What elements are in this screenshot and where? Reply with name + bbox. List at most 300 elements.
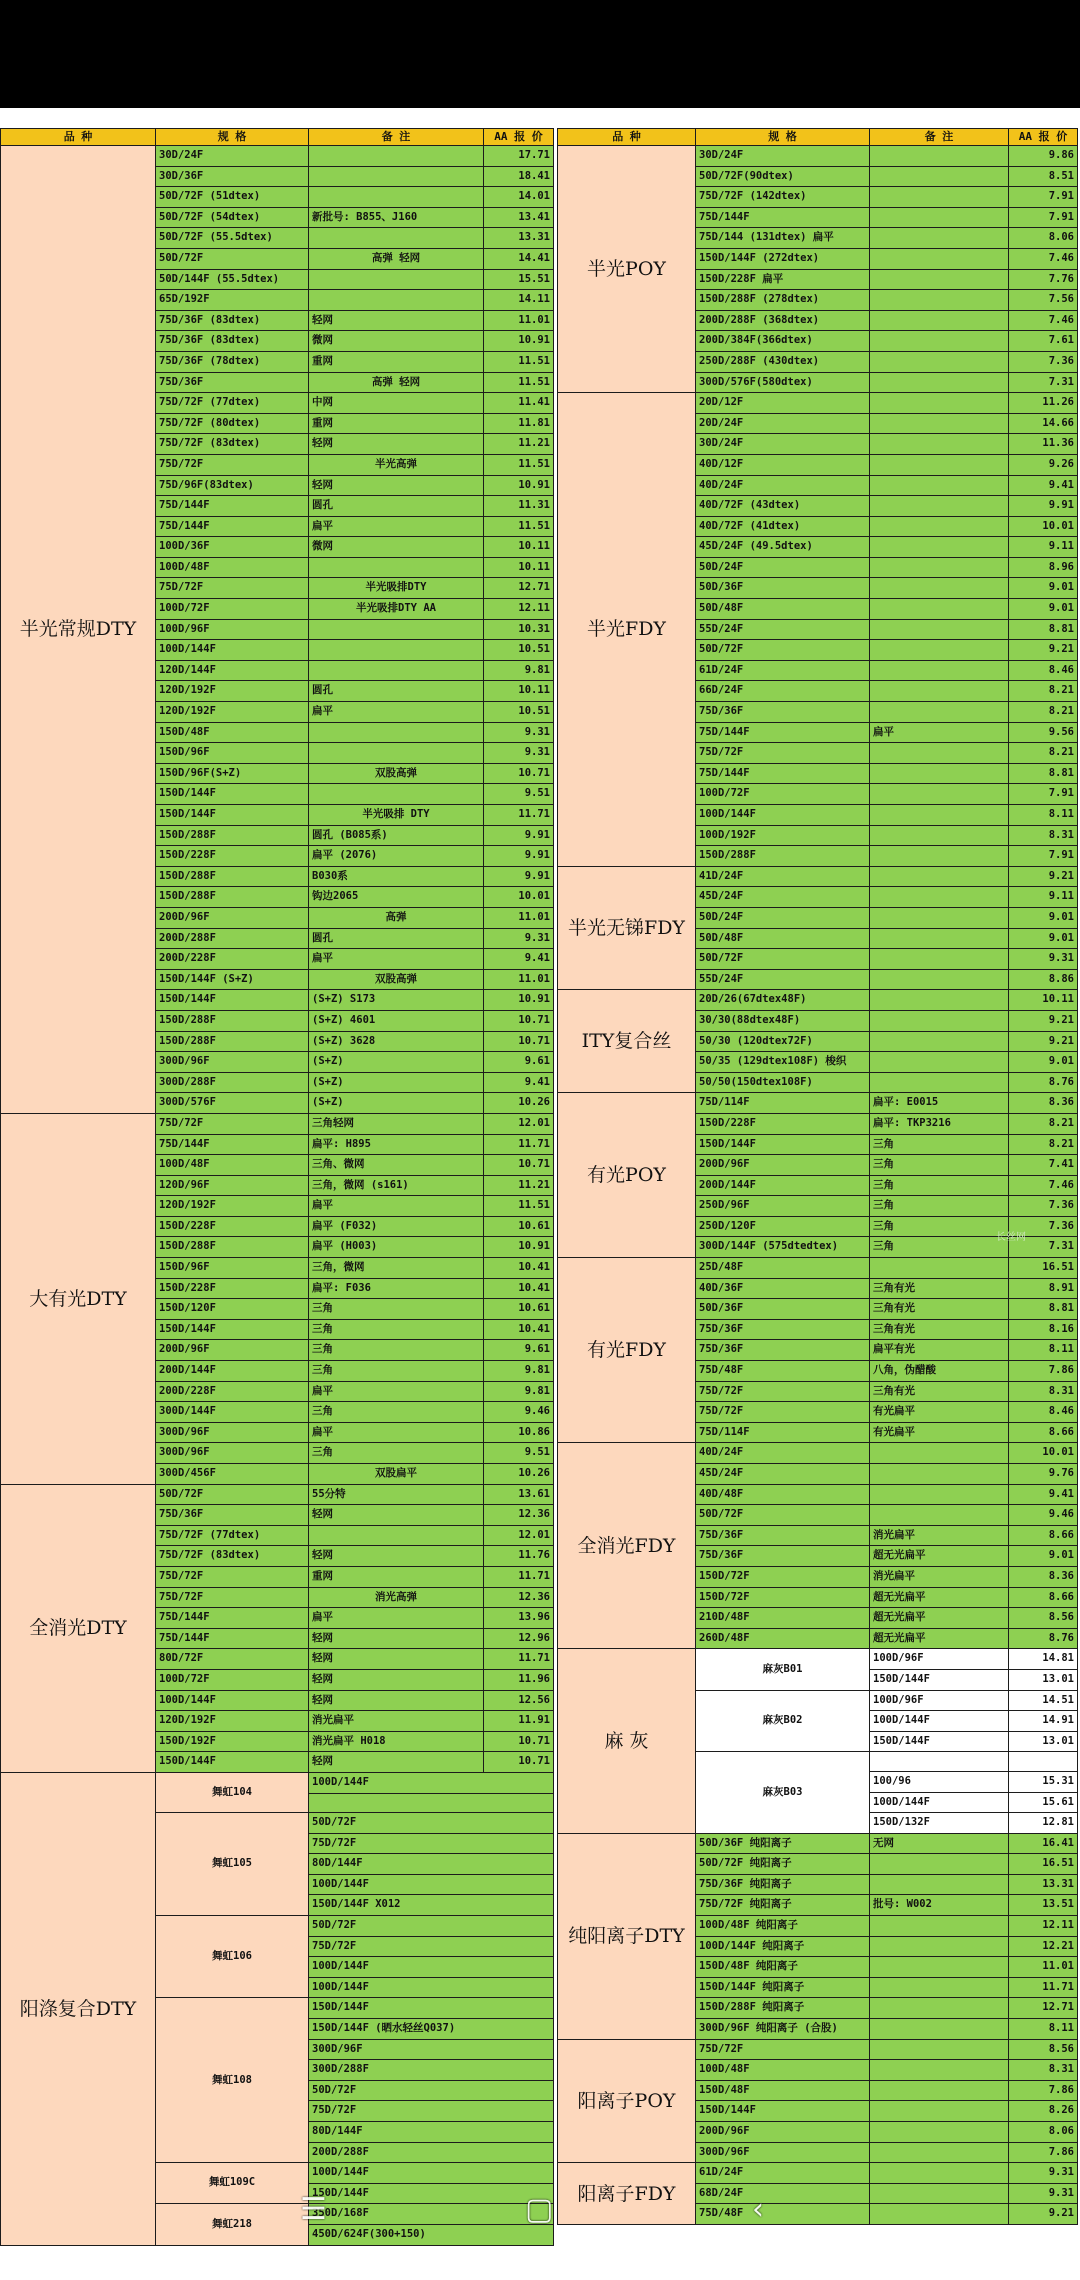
- note-cell: 圆孔 (B085系): [309, 825, 484, 846]
- price-cell: 9.31: [484, 722, 554, 743]
- spec-cell: 150D/144F: [156, 805, 309, 826]
- note-cell: 三角，微网: [309, 1258, 484, 1279]
- note-cell: 扁平: [309, 1422, 484, 1443]
- note-cell: 扁平: [309, 1196, 484, 1217]
- price-cell: 8.76: [1009, 1628, 1078, 1649]
- price-cell: 13.01: [1009, 1731, 1078, 1752]
- note-cell: 三角: [309, 1340, 484, 1361]
- spec-cell: 50D/36F: [696, 578, 870, 599]
- note-cell: 消光高弹: [309, 1587, 484, 1608]
- price-cell: 9.01: [1009, 578, 1078, 599]
- price-cell: 7.76: [1009, 269, 1078, 290]
- price-cell: 12.36: [484, 1587, 554, 1608]
- note-cell: [870, 434, 1009, 455]
- spec-cell: 50D/72F: [696, 1505, 870, 1526]
- spec-cell: 50D/48F: [696, 928, 870, 949]
- note-cell: 半光吸排DTY: [309, 578, 484, 599]
- price-cell: 10.01: [1009, 516, 1078, 537]
- header-spec: 规 格: [156, 129, 309, 146]
- price-cell: 8.06: [1009, 228, 1078, 249]
- spec-cell: 100D/144F: [309, 2163, 554, 2184]
- note-cell: 扁平: [870, 722, 1009, 743]
- price-cell: 11.21: [484, 1175, 554, 1196]
- note-cell: 高弹 轻网: [309, 248, 484, 269]
- header-variety: 品 种: [1, 129, 156, 146]
- spec-cell: 300D/456F: [156, 1464, 309, 1485]
- spec-cell: 75D/48F: [696, 1361, 870, 1382]
- spec-cell: 150D/228F: [156, 1216, 309, 1237]
- spec-cell: 300D/288F: [156, 1072, 309, 1093]
- price-cell: 13.96: [484, 1608, 554, 1629]
- spec-cell: 150D/48F: [156, 722, 309, 743]
- note-cell: [870, 805, 1009, 826]
- spec-cell: 150D/72F: [696, 1587, 870, 1608]
- price-cell: 13.41: [484, 207, 554, 228]
- price-cell: 7.46: [1009, 310, 1078, 331]
- price-cell: 8.91: [1009, 1278, 1078, 1299]
- spec-cell: 50D/72F 纯阳离子: [696, 1854, 870, 1875]
- price-cell: 14.66: [1009, 413, 1078, 434]
- group-name-cell: 舞虹218: [156, 2204, 309, 2245]
- spec-cell: 80D/72F: [156, 1649, 309, 1670]
- note-cell: [870, 866, 1009, 887]
- price-cell: 8.11: [1009, 2019, 1078, 2040]
- header-variety: 品 种: [558, 129, 696, 146]
- spec-cell: 100D/144F 纯阳离子: [696, 1936, 870, 1957]
- note-cell: 扁平 (F032): [309, 1216, 484, 1237]
- price-cell: 10.26: [484, 1464, 554, 1485]
- spec-cell: 150D/96F(S+Z): [156, 763, 309, 784]
- note-cell: 有光扁平: [870, 1422, 1009, 1443]
- note-cell: 有光扁平: [870, 1402, 1009, 1423]
- spec-cell: 100D/72F: [696, 784, 870, 805]
- price-cell: 9.91: [484, 866, 554, 887]
- category-cell: 有光POY: [558, 1093, 696, 1258]
- note-cell: 扁平 (H003): [309, 1237, 484, 1258]
- spec-cell: 75D/36F: [696, 1340, 870, 1361]
- note-cell: [870, 660, 1009, 681]
- spec-cell: 45D/24F: [696, 887, 870, 908]
- note-cell: [870, 166, 1009, 187]
- note-cell: [870, 825, 1009, 846]
- price-cell: 7.86: [1009, 2080, 1078, 2101]
- table-row: [558, 990, 1078, 1011]
- spec-cell: 75D/144F: [696, 207, 870, 228]
- price-cell: 10.01: [484, 887, 554, 908]
- spec-cell: 66D/24F: [696, 681, 870, 702]
- price-cell: 11.26: [1009, 393, 1078, 414]
- spec-cell: 75D/72F (80dtex): [156, 413, 309, 434]
- note-cell: 半光吸排DTY AA: [309, 599, 484, 620]
- category-cell: 麻 灰: [558, 1649, 696, 1833]
- price-cell: 9.01: [1009, 1052, 1078, 1073]
- price-cell: 16.51: [1009, 1258, 1078, 1279]
- note-cell: [870, 928, 1009, 949]
- spec-cell: 350D/168F: [309, 2204, 554, 2225]
- spec-cell: 120D/192F: [156, 681, 309, 702]
- note-cell: 超无光扁平: [870, 1546, 1009, 1567]
- note-cell: 轻网: [309, 1505, 484, 1526]
- price-cell: 8.36: [1009, 1093, 1078, 1114]
- note-cell: 双股扁平: [309, 1464, 484, 1485]
- spec-cell: 150D/228F: [156, 846, 309, 867]
- spec-cell: 40D/72F (43dtex): [696, 496, 870, 517]
- note-cell: 中网: [309, 393, 484, 414]
- price-cell: 11.76: [484, 1546, 554, 1567]
- spec-cell: 75D/72F (83dtex): [156, 1546, 309, 1567]
- price-cell: 11.71: [484, 1134, 554, 1155]
- price-cell: 15.31: [1009, 1771, 1078, 1792]
- spec-cell: 80D/144F: [309, 1854, 554, 1875]
- note-cell: [870, 619, 1009, 640]
- spec-cell: 75D/72F: [696, 2039, 870, 2060]
- note-cell: [870, 2122, 1009, 2143]
- price-cell: 9.41: [1009, 475, 1078, 496]
- price-cell: 9.86: [1009, 146, 1078, 167]
- category-cell: 有光FDY: [558, 1258, 696, 1443]
- price-cell: 8.36: [1009, 1566, 1078, 1587]
- note-cell: [870, 496, 1009, 517]
- spec-cell: 75D/72F 纯阳离子: [696, 1895, 870, 1916]
- note-cell: 半光吸排 DTY: [309, 805, 484, 826]
- price-cell: 13.01: [1009, 1669, 1078, 1690]
- category-cell: 半光常规DTY: [1, 146, 156, 1114]
- spec-cell: 100D/144F: [309, 1772, 554, 1793]
- note-cell: [870, 2080, 1009, 2101]
- spec-cell: 200D/288F: [309, 2142, 554, 2163]
- price-cell: 9.56: [1009, 722, 1078, 743]
- group-name-cell: 麻灰B01: [696, 1649, 870, 1690]
- spec-cell: 150D/228F: [696, 1113, 870, 1134]
- price-cell: 13.51: [1009, 1895, 1078, 1916]
- spec-cell: 30D/24F: [696, 434, 870, 455]
- note-cell: 轻网: [309, 1752, 484, 1773]
- price-cell: 11.41: [484, 393, 554, 414]
- category-cell: 半光FDY: [558, 393, 696, 867]
- note-cell: 三角: [870, 1216, 1009, 1237]
- spec-cell: 100D/96F: [870, 1690, 1009, 1711]
- watermark: 长丝网: [996, 1232, 1026, 1243]
- price-cell: 9.81: [484, 1381, 554, 1402]
- note-cell: 高弹 轻网: [309, 372, 484, 393]
- note-cell: [870, 2183, 1009, 2204]
- price-cell: 16.51: [1009, 1854, 1078, 1875]
- note-cell: [870, 949, 1009, 970]
- note-cell: 消光扁平: [309, 1711, 484, 1732]
- spec-cell: 75D/36F: [696, 1546, 870, 1567]
- price-cell: 12.81: [1009, 1813, 1078, 1834]
- spec-cell: 150D/144F: [870, 1669, 1009, 1690]
- spec-cell: 150D/144F: [696, 1134, 870, 1155]
- price-cell: 7.91: [1009, 846, 1078, 867]
- spec-cell: 200D/288F (368dtex): [696, 310, 870, 331]
- spec-cell: 50D/72F: [156, 1484, 309, 1505]
- spec-cell: 300D/576F: [156, 1093, 309, 1114]
- spec-cell: 100D/72F: [156, 599, 309, 620]
- note-cell: [870, 1854, 1009, 1875]
- price-cell: 9.11: [1009, 887, 1078, 908]
- sheet-title: [420, 110, 720, 126]
- nav-home-icon[interactable]: ▢: [525, 2192, 554, 2227]
- spec-cell: 50/50(150dtex108F): [696, 1072, 870, 1093]
- spec-cell: 150D/288F: [696, 846, 870, 867]
- spec-cell: 150D/144F X012: [309, 1895, 554, 1916]
- spec-cell: 20D/26(67dtex48F): [696, 990, 870, 1011]
- note-cell: 三角: [309, 1319, 484, 1340]
- price-cell: 11.51: [484, 516, 554, 537]
- spec-cell: 40D/24F: [696, 475, 870, 496]
- note-cell: (S+Z) 4601: [309, 1010, 484, 1031]
- spec-cell: 75D/144F: [156, 1608, 309, 1629]
- spec-cell: 100D/192F: [696, 825, 870, 846]
- spec-cell: 75D/72F: [156, 1566, 309, 1587]
- spec-cell: 50D/72F (55.5dtex): [156, 228, 309, 249]
- price-cell: 8.06: [1009, 2122, 1078, 2143]
- spec-cell: 75D/72F: [696, 1402, 870, 1423]
- note-cell: [870, 1874, 1009, 1895]
- spec-cell: 150D/144F 纯阳离子: [696, 1977, 870, 1998]
- price-cell: 9.91: [1009, 496, 1078, 517]
- spec-cell: 50D/48F: [696, 599, 870, 620]
- note-cell: [870, 372, 1009, 393]
- note-cell: 批号: W002: [870, 1895, 1009, 1916]
- note-cell: 消光扁平: [870, 1525, 1009, 1546]
- note-cell: [870, 1464, 1009, 1485]
- note-cell: 三角: [870, 1134, 1009, 1155]
- spec-cell: 75D/72F: [309, 1833, 554, 1854]
- price-cell: 11.51: [484, 454, 554, 475]
- price-cell: 9.21: [1009, 640, 1078, 661]
- spec-cell: 150D/72F: [696, 1566, 870, 1587]
- spec-cell: 75D/36F: [156, 1505, 309, 1526]
- spec-cell: 75D/36F: [696, 702, 870, 723]
- note-cell: 55分特: [309, 1484, 484, 1505]
- price-cell: 8.11: [1009, 1340, 1078, 1361]
- note-cell: [309, 743, 484, 764]
- price-cell: 11.01: [484, 310, 554, 331]
- price-cell: 11.01: [484, 969, 554, 990]
- category-cell: 阳涤复合DTY: [1, 1772, 156, 2245]
- price-cell: 10.71: [484, 1031, 554, 1052]
- price-cell: 7.61: [1009, 331, 1078, 352]
- price-cell: 9.76: [1009, 1464, 1078, 1485]
- note-cell: [870, 1443, 1009, 1464]
- price-cell: 9.21: [1009, 1031, 1078, 1052]
- price-cell: 8.31: [1009, 825, 1078, 846]
- price-sheet: [0, 108, 1080, 2280]
- spec-cell: 45D/24F (49.5dtex): [696, 537, 870, 558]
- header-note: 备 注: [870, 129, 1009, 146]
- price-cell: 10.71: [484, 763, 554, 784]
- spec-cell: 100D/144F: [309, 1874, 554, 1895]
- spec-cell: 75D/72F: [156, 454, 309, 475]
- note-cell: [870, 1916, 1009, 1937]
- price-cell: 8.16: [1009, 1319, 1078, 1340]
- price-cell: 10.91: [484, 475, 554, 496]
- nav-back-icon[interactable]: ‹: [752, 2192, 764, 2227]
- note-cell: [309, 290, 484, 311]
- price-cell: 10.01: [1009, 1443, 1078, 1464]
- spec-cell: 50D/72F: [309, 1916, 554, 1937]
- note-cell: [870, 537, 1009, 558]
- note-cell: [870, 2204, 1009, 2225]
- price-cell: 14.01: [484, 187, 554, 208]
- note-cell: [870, 310, 1009, 331]
- spec-cell: 75D/48F: [696, 2204, 870, 2225]
- spec-cell: 200D/96F: [156, 907, 309, 928]
- note-cell: 钩边2065: [309, 887, 484, 908]
- spec-cell: 75D/144F: [156, 1134, 309, 1155]
- spec-cell: 75D/36F (83dtex): [156, 310, 309, 331]
- price-cell: 8.46: [1009, 660, 1078, 681]
- spec-cell: 65D/192F: [156, 290, 309, 311]
- spec-cell: 300D/576F(580dtex): [696, 372, 870, 393]
- price-cell: 9.21: [1009, 866, 1078, 887]
- price-cell: 10.71: [484, 1155, 554, 1176]
- spec-cell: 300D/144F: [156, 1402, 309, 1423]
- price-cell: 10.41: [484, 1258, 554, 1279]
- price-cell: 8.21: [1009, 743, 1078, 764]
- note-cell: [870, 681, 1009, 702]
- spec-cell: 75D/72F: [309, 2101, 554, 2122]
- note-cell: [870, 640, 1009, 661]
- spec-cell: 120D/192F: [156, 702, 309, 723]
- spec-cell: 150D/144F: [156, 1319, 309, 1340]
- spec-cell: 100D/48F 纯阳离子: [696, 1916, 870, 1937]
- note-cell: 超无光扁平: [870, 1587, 1009, 1608]
- spec-cell: 50D/72F (54dtex): [156, 207, 309, 228]
- note-cell: 三角: [309, 1402, 484, 1423]
- price-cell: 10.71: [484, 1752, 554, 1773]
- price-cell: 9.46: [1009, 1505, 1078, 1526]
- note-cell: 扁平: F036: [309, 1278, 484, 1299]
- spec-cell: 50D/72F: [696, 949, 870, 970]
- spec-cell: 50/30 (120dtex72F): [696, 1031, 870, 1052]
- table-row: [558, 866, 1078, 887]
- note-cell: [870, 228, 1009, 249]
- spec-cell: 50D/72F(90dtex): [696, 166, 870, 187]
- header-note: 备 注: [309, 129, 484, 146]
- table-row: [558, 1833, 1078, 1854]
- spec-cell: 200D/96F: [696, 2122, 870, 2143]
- price-cell: 9.01: [1009, 599, 1078, 620]
- spec-cell: 50D/72F (51dtex): [156, 187, 309, 208]
- nav-menu-icon[interactable]: ☰: [300, 2192, 327, 2227]
- spec-cell: 200D/228F: [156, 949, 309, 970]
- spec-cell: 120D/192F: [156, 1196, 309, 1217]
- note-cell: 双股高弹: [309, 969, 484, 990]
- price-cell: 9.51: [484, 784, 554, 805]
- spec-cell: 260D/48F: [696, 1628, 870, 1649]
- price-cell: 8.21: [1009, 702, 1078, 723]
- spec-cell: 250D/288F (430dtex): [696, 351, 870, 372]
- spec-cell: 150D/288F: [156, 1031, 309, 1052]
- note-cell: 三角有光: [870, 1319, 1009, 1340]
- price-cell: 8.86: [1009, 969, 1078, 990]
- spec-cell: 300D/96F: [309, 2039, 554, 2060]
- price-cell: 14.51: [1009, 1690, 1078, 1711]
- spec-cell: 120D/192F: [156, 1711, 309, 1732]
- note-cell: 三角: [309, 1443, 484, 1464]
- note-cell: [870, 969, 1009, 990]
- group-name-cell: 舞虹105: [156, 1813, 309, 1916]
- spec-cell: 150D/228F 扁平: [696, 269, 870, 290]
- note-cell: [309, 619, 484, 640]
- spec-cell: 68D/24F: [696, 2183, 870, 2204]
- price-cell: 12.96: [484, 1628, 554, 1649]
- note-cell: [870, 702, 1009, 723]
- spec-cell: 75D/144F: [696, 722, 870, 743]
- spec-cell: 50D/72F: [309, 1813, 554, 1834]
- note-cell: 三角有光: [870, 1278, 1009, 1299]
- note-cell: 三角轻网: [309, 1113, 484, 1134]
- price-cell: 9.31: [1009, 949, 1078, 970]
- price-cell: 10.61: [484, 1216, 554, 1237]
- table-row: [558, 1443, 1078, 1464]
- note-cell: 超无光扁平: [870, 1628, 1009, 1649]
- spec-cell: 100D/48F: [156, 1155, 309, 1176]
- spec-cell: 150D/132F: [870, 1813, 1009, 1834]
- note-cell: [870, 763, 1009, 784]
- price-cell: 9.01: [1009, 907, 1078, 928]
- note-cell: 三角: [870, 1175, 1009, 1196]
- price-cell: 8.76: [1009, 1072, 1078, 1093]
- spec-cell: 200D/96F: [696, 1155, 870, 1176]
- table-row: [558, 1093, 1078, 1114]
- spec-cell: 150D/288F: [156, 1010, 309, 1031]
- note-cell: [870, 907, 1009, 928]
- price-cell: 8.51: [1009, 166, 1078, 187]
- note-cell: 三角: [870, 1196, 1009, 1217]
- spec-cell: 200D/384F(366dtex): [696, 331, 870, 352]
- spec-cell: 150D/144F (272dtex): [696, 248, 870, 269]
- price-cell: 8.96: [1009, 557, 1078, 578]
- spec-cell: 150D/96F: [156, 1258, 309, 1279]
- price-cell: 11.91: [484, 1711, 554, 1732]
- note-cell: 扁平 (2076): [309, 846, 484, 867]
- price-cell: 9.61: [484, 1052, 554, 1073]
- table-row: [558, 393, 1078, 414]
- spec-cell: 120D/96F: [156, 1175, 309, 1196]
- spec-cell: 100/96: [870, 1771, 1009, 1792]
- spec-cell: 100D/144F: [696, 805, 870, 826]
- note-cell: 三角有光: [870, 1381, 1009, 1402]
- note-cell: 重网: [309, 413, 484, 434]
- spec-cell: 40D/48F: [696, 1484, 870, 1505]
- spec-cell: 150D/288F: [156, 825, 309, 846]
- price-cell: 9.46: [484, 1402, 554, 1423]
- spec-cell: 75D/114F: [696, 1422, 870, 1443]
- spec-cell: 75D/72F: [696, 743, 870, 764]
- spec-cell: 75D/36F 纯阳离子: [696, 1874, 870, 1895]
- price-cell: 8.81: [1009, 1299, 1078, 1320]
- spec-cell: 50D/24F: [696, 557, 870, 578]
- price-cell: 8.66: [1009, 1587, 1078, 1608]
- note-cell: 双股高弹: [309, 763, 484, 784]
- spec-cell: 200D/96F: [156, 1340, 309, 1361]
- price-cell: 10.91: [484, 990, 554, 1011]
- spec-cell: 300D/288F: [309, 2060, 554, 2081]
- note-cell: 三角有光: [870, 1299, 1009, 1320]
- group-name-cell: 麻灰B03: [696, 1752, 870, 1833]
- spec-cell: 100D/48F: [696, 2060, 870, 2081]
- note-cell: [309, 269, 484, 290]
- spec-cell: 55D/24F: [696, 619, 870, 640]
- note-cell: [870, 351, 1009, 372]
- spec-cell: [309, 1793, 554, 1813]
- note-cell: [309, 166, 484, 187]
- category-cell: 半光POY: [558, 146, 696, 393]
